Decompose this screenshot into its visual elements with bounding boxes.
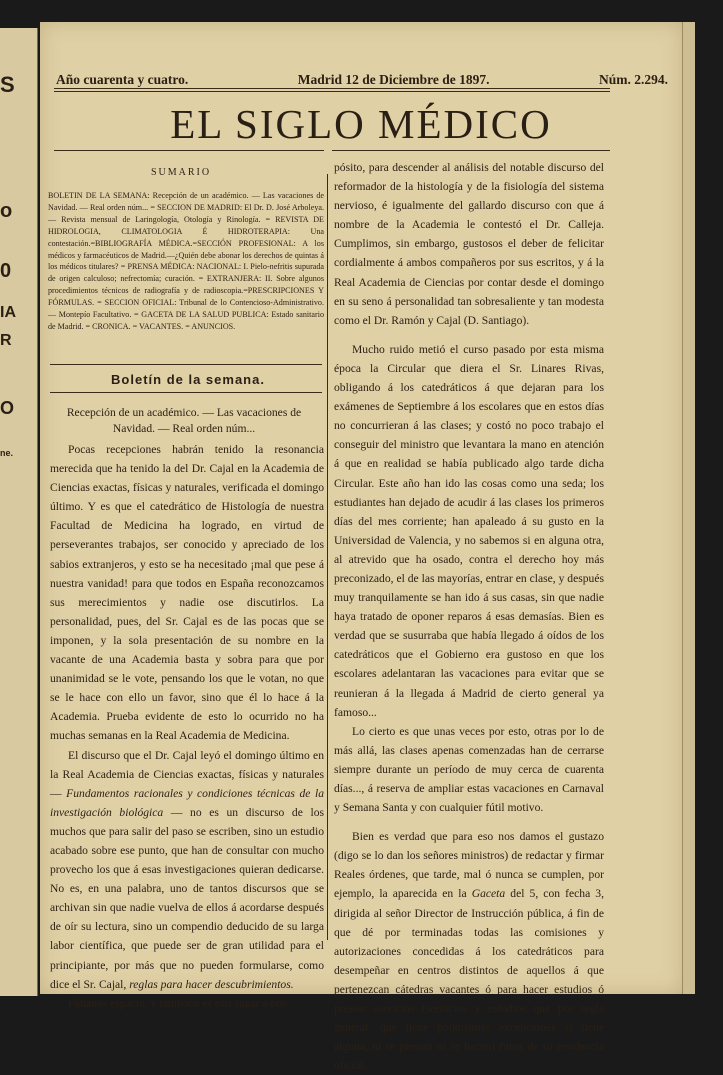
article-paragraph: Fáltanos espacio, y tampoco es éste lugar á pro- xyxy=(68,996,290,1010)
adjacent-fragment: o xyxy=(0,200,13,222)
article-paragraph: Pocas recepciones habrán tenido la resonancia merecida que ha tenido la del Dr. Cajal en la Academia de Ciencias exactas, físicas y naturales, verificada el domingo último. Y es que el catedrático de Histología de nuestra Facultad de Medicina ha logrado, en virtud de perseverantes trabajos, ser conocido y apreciado de los sabios extranjeros, y esto se ha necesitado ¡mal que pese á nuestra vanidad! para que todos en España reconozcamos sus merecimientos y nadie ose discutirlos. La personalidad, pues, del Sr. Cajal es de las pocas que se imponen, y la sola presentación de su nombre en la vacante de una Academia basta y sobra para que por unanimidad se le vote, pensando los que le votan, no que se le hace con ello un favor, sino que él lo hace á la Academia. Prueba evidente de esto lo ocurrido no ha muchas semanas en la Real Academia de Medicina. xyxy=(50,443,324,743)
adjacent-page-edge xyxy=(0,28,38,996)
issue-number: Núm. 2.294. xyxy=(598,72,668,87)
left-column xyxy=(50,440,324,1013)
italic-quote: reglas para hacer descubrimientos. xyxy=(129,977,294,991)
article-paragraph xyxy=(50,746,324,994)
text-run: del 5, con fecha 3, dirigida al señor Director de Instrucción pública, á fin de que dé por terminadas todas las comisiones y autorizaciones concedidas á los catedráticos para desempeñar en centros distintos de aquellos á que pertenezcan cátedras vacantes ó para hacer estudios ó prestar servicios (servicios y estudios que por regla general, que tiene poquísimas excepciones si tiene alguna, ni se prestan ni se hacen) fuera de su residencia oficial. xyxy=(334,887,604,1073)
header-rule xyxy=(54,88,610,89)
column-divider xyxy=(327,174,328,940)
masthead-rule xyxy=(332,150,610,151)
issue-year: Año cuarenta y cuatro. xyxy=(56,72,189,87)
article-paragraph: pósito, para descender al análisis del notable discurso del reformador de la histología y de la fisiología del sistema nervioso, é igualmente del gallardo discurso con que á nombre de la Academia le contestó el Dr. Calleja. Cumplimos, sin embargo, gustosos el deber de felicitar cordialmente á ambos compañeros por sus escritos, y á la Real Academia de Ciencias por contar desde el domingo en su seno á personalidad tan sobresaliente y tan modesta como el Dr. Ramón y Cajal (D. Santiago). xyxy=(334,161,604,327)
adjacent-fragment: R xyxy=(0,332,12,349)
adjacent-fragment: 0 xyxy=(0,260,12,282)
section-rule xyxy=(50,392,322,393)
adjacent-fragment: S xyxy=(0,72,15,97)
page-spine xyxy=(682,22,695,994)
adjacent-fragment: IA xyxy=(0,304,16,321)
section-rule xyxy=(50,364,322,365)
adjacent-fragment: ne. xyxy=(0,448,14,458)
masthead-title: EL SIGLO MÉDICO xyxy=(170,101,552,147)
article-paragraph: Lo cierto es que unas veces por esto, otras por lo de más allá, las clases apenas comenzadas han de cerrarse siempre durante un período de muy cerca de cuarenta días..., á reserva de ampliar estas vacaciones en Carnaval y Semana Santa y con cualquier fútil motivo. xyxy=(334,724,604,815)
masthead-rule xyxy=(54,150,324,151)
article-subheading: Recepción de un académico. — Las vacaciones de Navidad. — Real orden núm... xyxy=(66,406,302,435)
article-paragraph xyxy=(334,827,604,1075)
newspaper-page xyxy=(40,22,682,1073)
sumario-title: SUMARIO xyxy=(150,167,212,178)
issue-header xyxy=(56,72,668,88)
italic-gaceta: Gaceta xyxy=(471,887,506,901)
right-column xyxy=(334,158,604,1075)
article-paragraph: Mucho ruido metió el curso pasado por esta misma época la Circular que diera el Sr. Linares Rivas, obligando á los catedráticos á que dejaran para los exámenes de Septiembre á los escolares que en estos días no concurrieran á las clases; y costó no poco trabajo el conseguir del ministro que levantara la mano en atención á que en realidad se había publicado algo tarde dicha Circular. Este año han ido las cosas como una seda; los estudiantes han dejado de acudir á las clases los primeros días del mes corriente; han apaleado á su gusto en la Universidad de Valencia, y no sabemos si en alguna otra, al atrevido que ha osado, contra el derecho hoy más preconizado, el de las mayorías, entrar en clase, y después muy tranquilamente se han ido á sus casas, sin que nadie haya tratado de oponer reparos á esas demasías. Bien es verdad que se susurraba que había llegado á oídos de los catedráticos que el Gobierno era gustoso en que los escolares adelantaran las vacaciones para evitar que se reunieran á la llegada á Madrid de cierto general ya famoso... xyxy=(334,342,604,719)
adjacent-fragment: O xyxy=(0,398,15,418)
italic-title: Fundamentos racionales y condiciones técnicas de la investigación biológica xyxy=(50,786,324,819)
boletin-heading: Boletín de la semana. xyxy=(111,372,265,387)
text-run: — no es un discurso de los muchos que para salir del paso se escriben, sino un estudio acabado sobre ese punto, que han de consultar con mucho provecho los que á esas investigaciones quieran dedicarse. No es, en una palabra, uno de tantos discursos que se archivan sin que nadie vuelva de ellos á acordarse después de oír su lectura, sino un compendio deducido de su larga labor científica, que puede ser de gran utilidad para el principiante, por más que no pueden formularse, como dice el Sr. Cajal, xyxy=(50,805,324,991)
text-run: Bien es verdad que para eso nos damos el gustazo (digo se lo dan los señores ministros) de redactar y firmar Reales órdenes, que tarde, mal ó nunca se cumplen, por ejemplo, la aparecida en la xyxy=(334,830,604,901)
text-run: El discurso que el Dr. Cajal leyó el domingo último en la Real Academia de Ciencias exactas, físicas y naturales — xyxy=(50,748,324,800)
sumario-text: BOLETIN DE LA SEMANA: Recepción de un académico. — Las vacaciones de Navidad. — Real orden núm... = SECCION DE MADRID: El Dr. D. José Arboleya. — Revista mensual de Laringología, Otología y Rinología. = REVISTA DE HIDROLOGIA, CLIMATOLOGIA É HIDROTERAPIA: Una contestación.=BIBLIOGRAFÍA MÉDICA.=SECCIÓN PROFESIONAL: A los médicos y farmacéuticos de Madrid.—¿Quién debe abonar los derechos de quintas á los médicos titulares? = PRENSA MÉDICA: NACIONAL: I. Pielo-nefritis supurada de origen calculoso; nefrectomía; curación. = EXTRANJERA: II. Sobre algunos procedimientos técnicos de radiografía y de radioscopia.=PRESCRIPCIONES Y FÓRMULAS. = SECCION OFICIAL: Tribunal de lo Contencioso-Administrativo. — Montepío Facultativo. = GACETA DE LA SALUD PUBLICA: Estado sanitario de Madrid. = CRONICA. = VACANTES. = ANUNCIOS. xyxy=(48,191,324,331)
issue-date: Madrid 12 de Diciembre de 1897. xyxy=(297,72,490,87)
header-rule xyxy=(54,91,610,92)
